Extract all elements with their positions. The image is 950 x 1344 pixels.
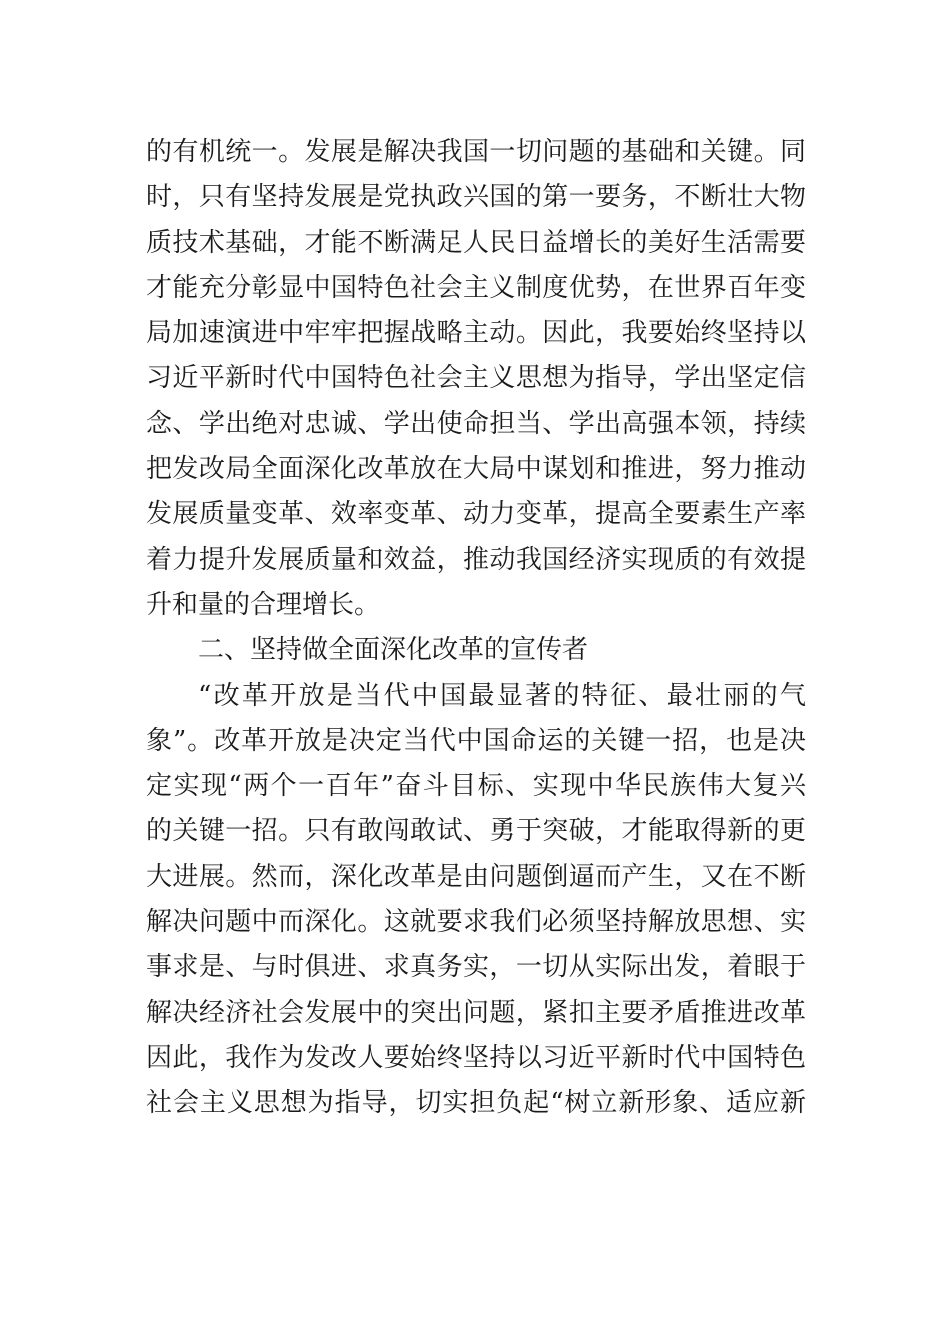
paragraph-line: 大进展。然而，深化改革是由问题倒逼而产生，又在不断: [146, 861, 806, 892]
paragraph-line: 的关键一招。只有敢闯敢试、勇于突破，才能取得新的更: [146, 816, 806, 847]
paragraph-line: 习近平新时代中国特色社会主义思想为指导，学出坚定信: [146, 363, 806, 394]
paragraph-line: 念、学出绝对忠诚、学出使命担当、学出高强本领，持续: [146, 408, 806, 439]
paragraph-line: 发展质量变革、效率变革、动力变革，提高全要素生产率: [146, 499, 806, 530]
paragraph-line: 解决经济社会发展中的突出问题，紧扣主要矛盾推进改革: [146, 997, 806, 1028]
paragraph-line: “改革开放是当代中国最显著的特征、最壮丽的气: [198, 680, 806, 711]
paragraph-line: 事求是、与时俱进、求真务实，一切从实际出发，着眼于: [146, 952, 806, 983]
document-body: [146, 130, 806, 1127]
paragraph-2: [146, 674, 806, 1127]
paragraph-line: 解决问题中而深化。这就要求我们必须坚持解放思想、实: [146, 907, 806, 938]
paragraph-line: 定实现“两个一百年”奋斗目标、实现中华民族伟大复兴: [146, 771, 806, 802]
section-heading: 二、坚持做全面深化改革的宣传者: [198, 635, 589, 666]
paragraph-line: 才能充分彰显中国特色社会主义制度优势，在世界百年变: [146, 272, 806, 303]
paragraph-line: 的有机统一。发展是解决我国一切问题的基础和关键。同: [146, 137, 806, 167]
paragraph-line: 因此，我作为发改人要始终坚持以习近平新时代中国特色: [146, 1042, 806, 1073]
paragraph-line: 着力提升发展质量和效益，推动我国经济实现质的有效提: [146, 544, 806, 575]
paragraph-line: 质技术基础，才能不断满足人民日益增长的美好生活需要: [146, 227, 806, 258]
paragraph-1: [146, 130, 806, 628]
paragraph-line: 象”。改革开放是决定当代中国命运的关键一招，也是决: [146, 725, 806, 756]
paragraph-line: 社会主义思想为指导，切实担负起“树立新形象、适应新: [146, 1088, 806, 1119]
paragraph-line: 升和量的合理增长。: [146, 589, 381, 620]
paragraph-line: 局加速演进中牢牢把握战略主动。因此，我要始终坚持以: [146, 318, 806, 349]
paragraph-line: 时，只有坚持发展是党执政兴国的第一要务，不断壮大物: [146, 182, 806, 213]
paragraph-line: 把发改局全面深化改革放在大局中谋划和推进，努力推动: [146, 454, 806, 485]
